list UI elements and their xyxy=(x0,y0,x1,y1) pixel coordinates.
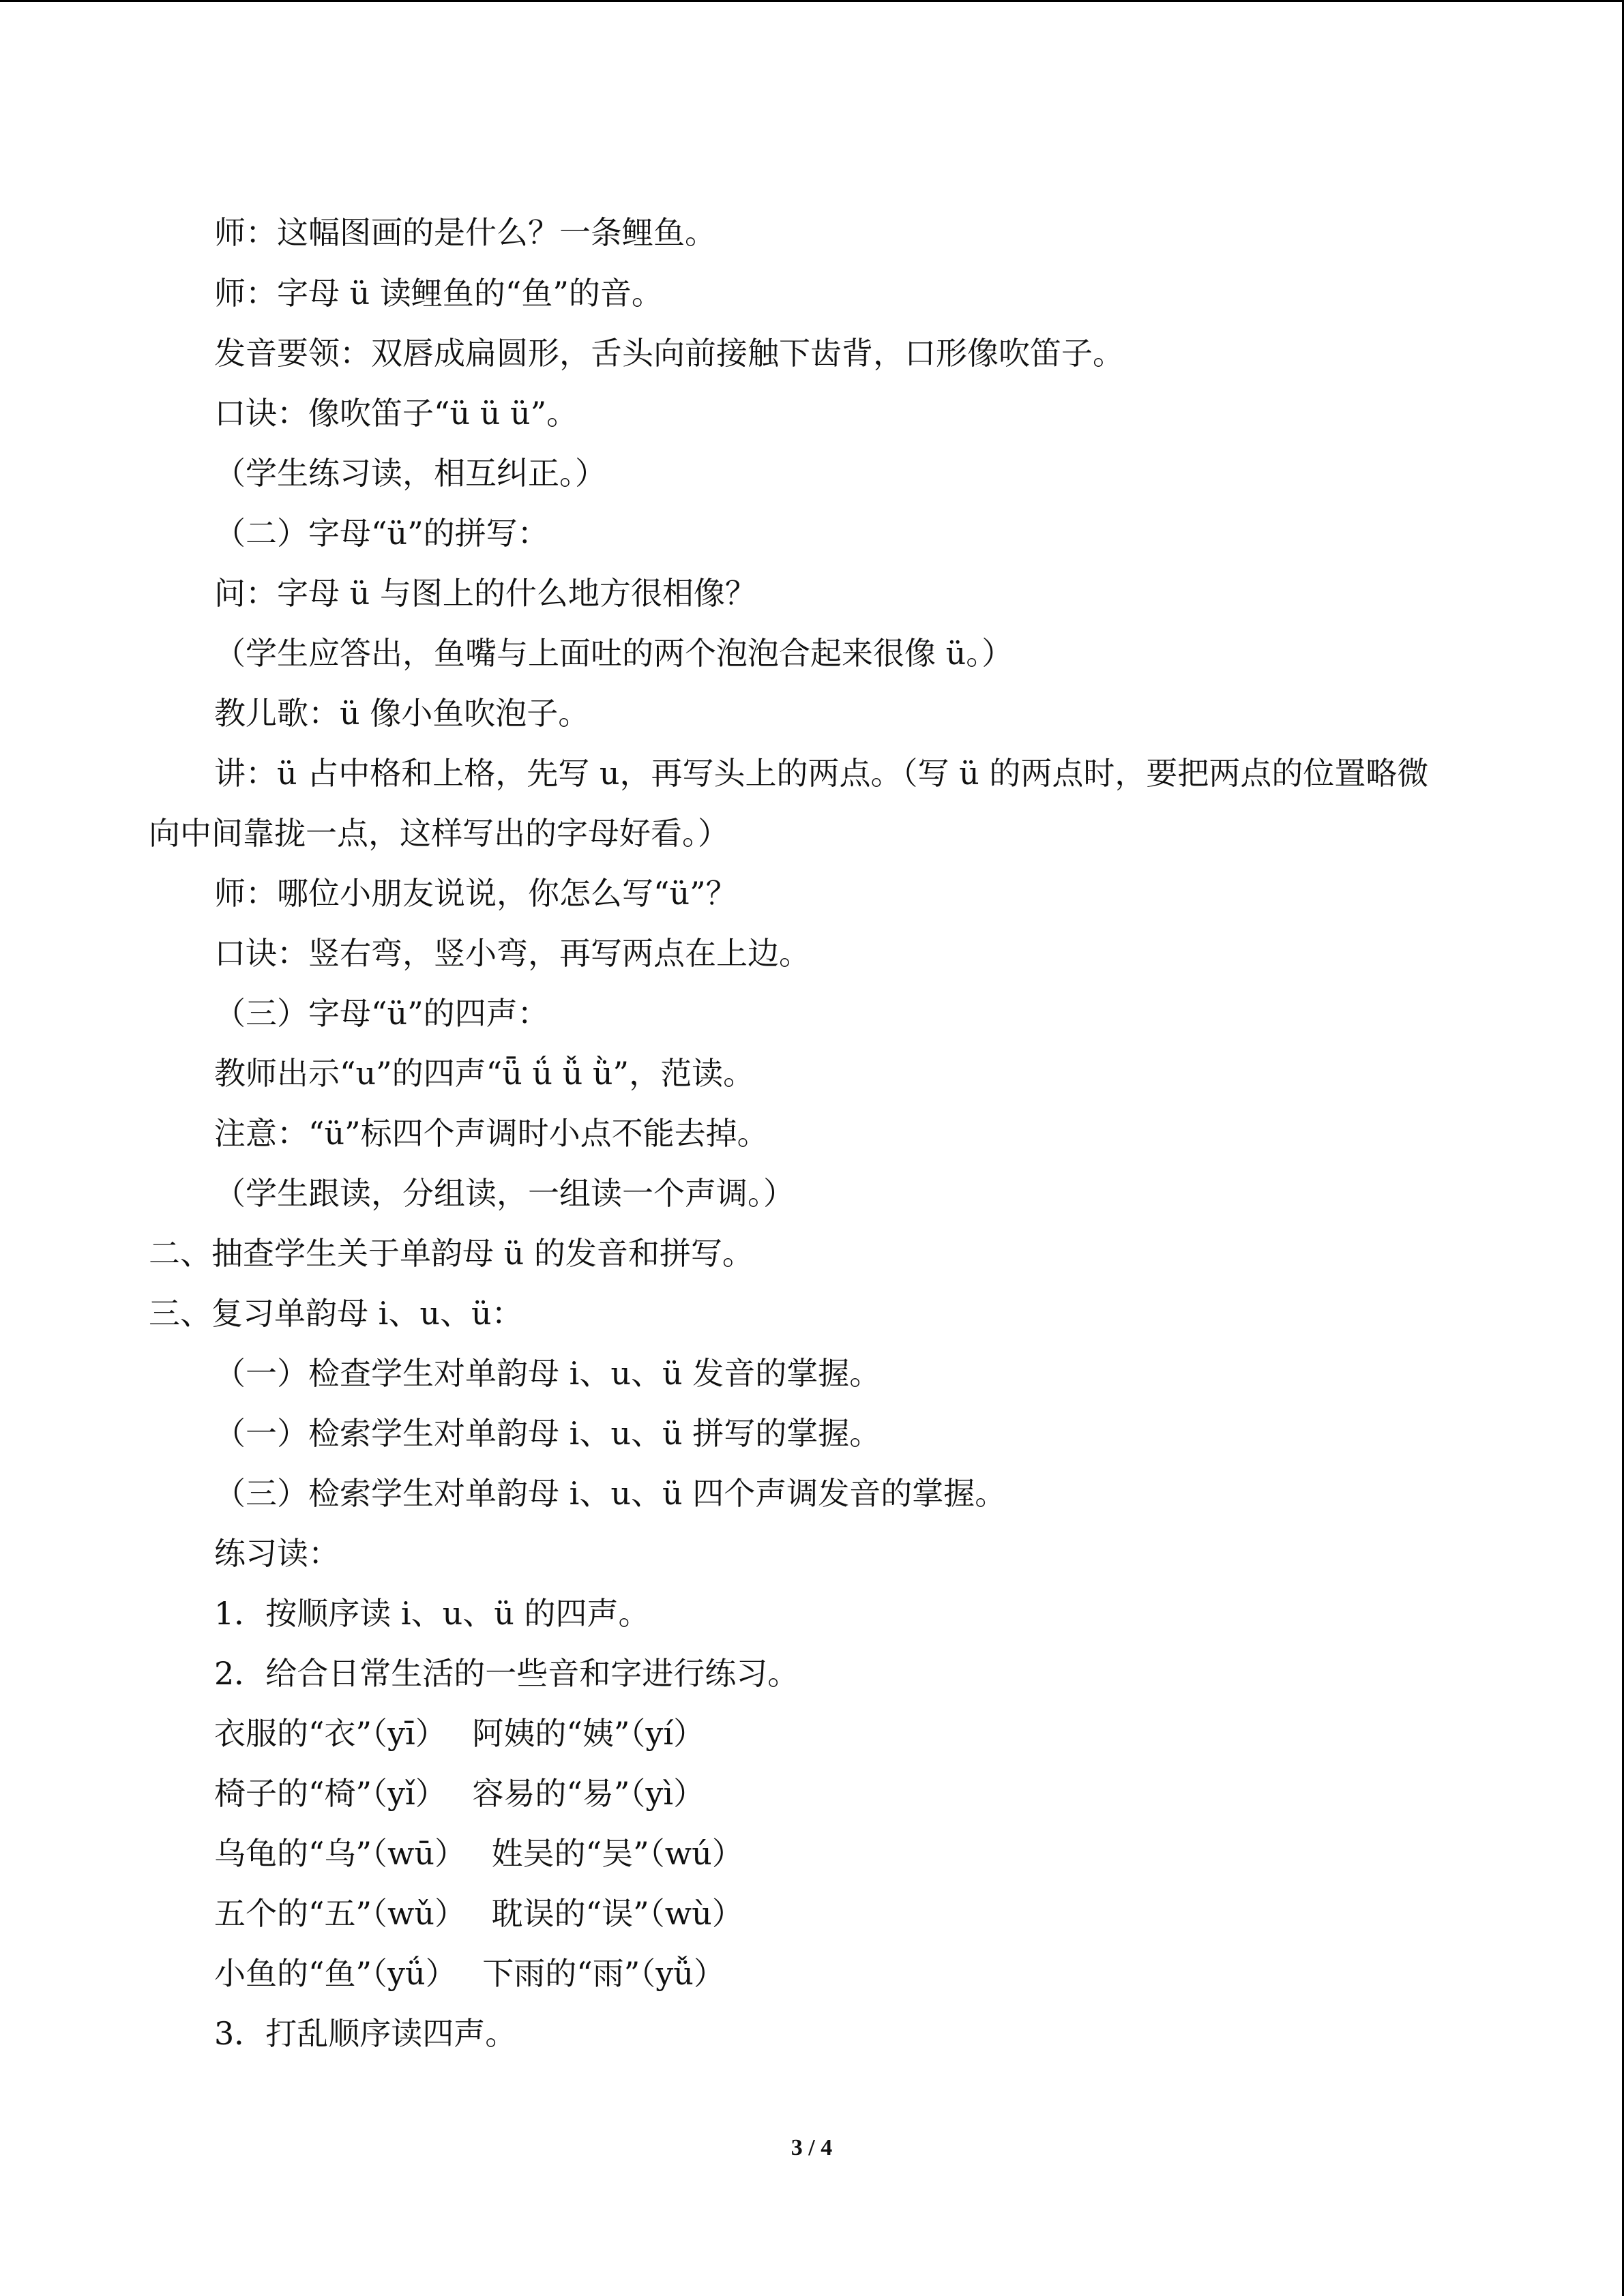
text-line: （学生应答出，鱼嘴与上面吐的两个泡泡合起来很像 ü。） xyxy=(214,635,1014,672)
text-line: 讲：ü 占中格和上格，先写 u，再写头上的两点。（写 ü 的两点时，要把两点的位置略微 xyxy=(214,755,1429,792)
text-line: 注意：“ü”标四个声调时小点不能去掉。 xyxy=(214,1115,769,1152)
section-heading: （二）字母“ü”的拼写： xyxy=(214,515,549,552)
text-line: （学生练习读，相互纠正。） xyxy=(214,455,606,492)
list-item: 3．打乱顺序读四声。 xyxy=(214,2015,517,2052)
practice-line: 小鱼的“鱼”（yǘ） 下雨的“雨”（yǚ） xyxy=(214,1955,725,1992)
practice-line: 五个的“五”（wǔ） 耽误的“误”（wù） xyxy=(214,1895,743,1932)
text-line: 教儿歌：ü 像小鱼吹泡子。 xyxy=(214,695,590,732)
text-line: （学生跟读，分组读，一组读一个声调。） xyxy=(214,1175,795,1212)
text-line: （三）检索学生对单韵母 i、u、ü 四个声调发音的掌握。 xyxy=(214,1475,1007,1512)
text-line: 师：字母 ü 读鲤鱼的“鱼”的音。 xyxy=(214,275,663,312)
text-line: 练习读： xyxy=(214,1535,340,1572)
text-line: 口诀：竖右弯，竖小弯，再写两点在上边。 xyxy=(214,935,810,972)
practice-line: 衣服的“衣”（yī） 阿姨的“姨”（yí） xyxy=(214,1715,705,1752)
text-line: （一）检索学生对单韵母 i、u、ü 拼写的掌握。 xyxy=(214,1415,881,1452)
practice-line: 乌龟的“乌”（wū） 姓吴的“吴”（wú） xyxy=(214,1835,743,1872)
text-line: 发音要领：双唇成扁圆形，舌头向前接触下齿背，口形像吹笛子。 xyxy=(214,335,1124,372)
text-line: （一）检查学生对单韵母 i、u、ü 发音的掌握。 xyxy=(214,1355,881,1392)
list-item: 2．给合日常生活的一些音和字进行练习。 xyxy=(214,1655,799,1692)
text-line: 师：哪位小朋友说说，你怎么写“ü”？ xyxy=(214,875,737,912)
text-line: 教师出示“u”的四声“ǖ ǘ ǚ ǜ”，范读。 xyxy=(214,1055,755,1092)
section-heading: 三、复习单韵母 i、u、ü： xyxy=(149,1295,523,1332)
text-line: 口诀：像吹笛子“ü ü ü”。 xyxy=(214,395,578,432)
practice-line: 椅子的“椅”（yǐ） 容易的“易”（yì） xyxy=(214,1775,705,1812)
text-line: 问：字母 ü 与图上的什么地方很相像？ xyxy=(214,575,756,612)
section-heading: （三）字母“ü”的四声： xyxy=(214,995,549,1032)
section-heading: 二、抽查学生关于单韵母 ü 的发音和拼写。 xyxy=(149,1235,754,1272)
text-line: 师：这幅图画的是什么？一条鲤鱼。 xyxy=(214,214,716,251)
list-item: 1．按顺序读 i、u、ü 的四声。 xyxy=(214,1595,650,1632)
page-number: 3 / 4 xyxy=(791,2135,833,2160)
text-line-continuation: 向中间靠拢一点，这样写出的字母好看。） xyxy=(149,815,729,852)
